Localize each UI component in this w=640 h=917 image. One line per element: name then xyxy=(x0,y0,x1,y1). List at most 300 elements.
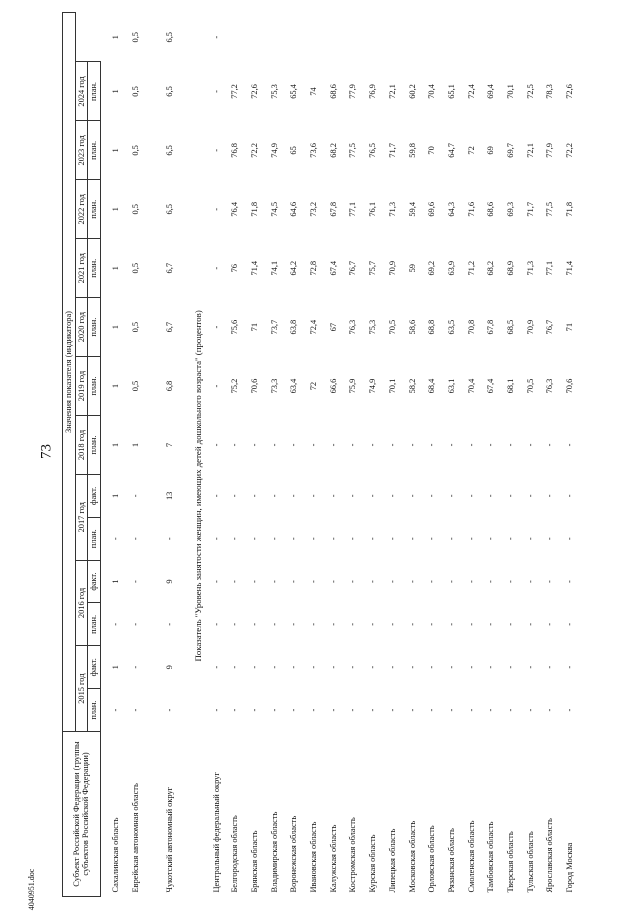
value-cell: 64,3 xyxy=(446,201,456,217)
value-cell: 1 xyxy=(110,89,120,94)
value-cell: - xyxy=(545,708,555,712)
value-cell: - xyxy=(289,494,299,498)
value-cell: - xyxy=(525,494,535,498)
value-cell: - xyxy=(368,623,378,626)
subject-name: Владимирская область xyxy=(269,811,279,893)
value-cell: 63,8 xyxy=(289,319,299,335)
value-cell: - xyxy=(212,148,222,152)
header-fact: факт. xyxy=(88,474,101,517)
spacer-row xyxy=(100,13,111,897)
empty-cell xyxy=(230,13,250,62)
value-cell: 60,2 xyxy=(407,84,417,99)
value-cell: - xyxy=(466,443,476,447)
subject-name: Центральный федеральный округ xyxy=(212,772,222,893)
value-cell: - xyxy=(250,443,260,447)
value-cell: 75,2 xyxy=(230,378,240,394)
value-cell: - xyxy=(269,443,279,447)
value-cell: - xyxy=(545,537,555,541)
value-cell: 63,9 xyxy=(446,260,456,276)
value-cell: - xyxy=(545,580,555,583)
empty-cell xyxy=(545,13,565,62)
value-cell: 72,2 xyxy=(250,143,260,158)
table-row xyxy=(486,13,506,897)
value-cell: 71 xyxy=(565,322,575,332)
value-cell: 6,5 xyxy=(164,32,174,43)
value-cell: - xyxy=(212,207,222,211)
value-cell: - xyxy=(486,665,496,669)
value-cell: 67,4 xyxy=(486,378,496,394)
value-cell: 1 xyxy=(130,442,140,448)
empty-cell xyxy=(289,13,309,62)
value-cell: 76,8 xyxy=(230,143,240,158)
empty-cell xyxy=(270,13,290,62)
value-cell: - xyxy=(466,665,476,669)
value-cell: 59,8 xyxy=(407,143,417,158)
value-cell: 67,8 xyxy=(486,319,496,335)
value-cell: 69,7 xyxy=(505,143,515,158)
table-row xyxy=(165,13,185,897)
footer-code: 4040951.doc xyxy=(27,868,36,911)
subject-name: Тульская область xyxy=(525,831,535,893)
value-cell: 7 xyxy=(164,442,174,448)
value-cell: 75,7 xyxy=(368,260,378,276)
value-cell: 1 xyxy=(110,665,120,670)
subject-name: Московская область xyxy=(407,820,417,893)
table-row xyxy=(212,13,230,897)
table-row xyxy=(408,13,428,897)
value-cell: 1 xyxy=(110,35,120,40)
value-cell: - xyxy=(230,443,240,447)
value-cell: - xyxy=(387,443,397,447)
value-cell: - xyxy=(407,708,417,712)
value-cell: 75,6 xyxy=(230,319,240,335)
value-cell: - xyxy=(309,580,319,583)
value-cell: - xyxy=(289,708,299,712)
value-cell: - xyxy=(164,708,174,712)
value-cell: - xyxy=(212,35,222,39)
value-cell: 72,2 xyxy=(565,143,575,158)
header-plan: план. xyxy=(88,180,101,239)
header-plan: план. xyxy=(88,357,101,416)
value-cell: 63,5 xyxy=(446,319,456,335)
value-cell: 64,6 xyxy=(289,201,299,217)
value-cell: - xyxy=(309,665,319,669)
value-cell: - xyxy=(289,580,299,583)
value-cell: - xyxy=(427,580,437,583)
table-row xyxy=(131,13,165,897)
value-cell: 70,6 xyxy=(250,378,260,394)
header-year: 2021 год xyxy=(75,239,88,298)
value-cell: 70 xyxy=(427,146,437,155)
header-plan: план. xyxy=(88,298,101,357)
value-cell: - xyxy=(368,708,378,712)
subject-name: Липецкая область xyxy=(387,828,397,893)
value-cell: - xyxy=(250,623,260,626)
value-cell: - xyxy=(309,623,319,626)
empty-cell xyxy=(250,13,270,62)
header-year: 2015 год xyxy=(75,646,88,732)
value-cell: 0,5 xyxy=(130,32,140,43)
value-cell: 69,6 xyxy=(427,201,437,217)
value-cell: - xyxy=(289,443,299,447)
value-cell: - xyxy=(387,623,397,626)
value-cell: - xyxy=(348,494,358,498)
value-cell: 76,7 xyxy=(545,319,555,335)
value-cell: - xyxy=(328,708,338,712)
value-cell: - xyxy=(565,443,575,447)
empty-cell xyxy=(309,13,329,62)
value-cell: - xyxy=(565,494,575,498)
subject-name: Чукотский автономный округ xyxy=(164,786,174,893)
value-cell: - xyxy=(212,708,222,712)
value-cell: - xyxy=(407,580,417,583)
value-cell: 74,9 xyxy=(269,143,279,158)
value-cell: - xyxy=(368,494,378,498)
header-year: 2019 год xyxy=(75,357,88,416)
value-cell: - xyxy=(130,665,140,669)
value-cell: 6,8 xyxy=(164,380,174,392)
value-cell: 0,5 xyxy=(130,321,140,333)
value-cell: 74,9 xyxy=(368,378,378,394)
value-cell: - xyxy=(427,708,437,712)
value-cell: - xyxy=(110,623,120,626)
table-row xyxy=(289,13,309,897)
value-cell: - xyxy=(407,623,417,626)
page-number: 73 xyxy=(38,444,55,459)
rotated-page xyxy=(62,12,622,897)
value-cell: - xyxy=(446,665,456,669)
value-cell: 70,5 xyxy=(525,378,535,394)
empty-cell xyxy=(388,13,408,62)
value-cell: - xyxy=(387,665,397,669)
value-cell: 1 xyxy=(110,493,120,498)
value-cell: - xyxy=(309,537,319,541)
value-cell: 76,5 xyxy=(368,143,378,158)
value-cell: 71,4 xyxy=(250,260,260,276)
subject-name: Белгородская область xyxy=(230,815,240,893)
value-cell: 70,5 xyxy=(387,319,397,335)
value-cell: 9 xyxy=(164,665,174,670)
value-cell: 77,9 xyxy=(348,84,358,99)
subject-name: Орловская область xyxy=(427,825,437,893)
value-cell: - xyxy=(328,623,338,626)
value-cell: 6,5 xyxy=(164,204,174,215)
value-cell: - xyxy=(348,443,358,447)
spacer-cell xyxy=(100,13,111,897)
value-cell: 74,5 xyxy=(269,201,279,217)
value-cell: 68,2 xyxy=(328,143,338,158)
value-cell: - xyxy=(368,665,378,669)
value-cell: 72,4 xyxy=(466,84,476,99)
value-cell: 70,4 xyxy=(427,84,437,99)
value-cell: - xyxy=(212,266,222,270)
value-cell: 58,6 xyxy=(407,319,417,335)
value-cell: - xyxy=(230,708,240,712)
value-cell: - xyxy=(212,325,222,329)
value-cell: 71 xyxy=(250,322,260,332)
table-row xyxy=(526,13,546,897)
value-cell: - xyxy=(427,537,437,541)
value-cell: - xyxy=(565,708,575,712)
header-fact: факт. xyxy=(88,560,101,603)
table-row xyxy=(427,13,447,897)
value-cell: - xyxy=(525,443,535,447)
value-cell: 74,1 xyxy=(269,260,279,276)
value-cell: - xyxy=(230,623,240,626)
value-cell: 70,1 xyxy=(505,84,515,99)
value-cell: - xyxy=(407,443,417,447)
value-cell: 74 xyxy=(309,87,319,96)
value-cell: - xyxy=(565,623,575,626)
value-cell: 69,3 xyxy=(505,201,515,217)
value-cell: 71,3 xyxy=(387,201,397,217)
section-row xyxy=(184,13,212,897)
value-cell: 73,6 xyxy=(309,143,319,158)
value-cell: 6,5 xyxy=(164,86,174,97)
subject-name: Ивановская область xyxy=(309,821,319,893)
subject-name: Тверская область xyxy=(505,831,515,893)
table-row xyxy=(447,13,467,897)
value-cell: 75,3 xyxy=(368,319,378,335)
value-cell: 77,5 xyxy=(545,201,555,217)
value-cell: 1 xyxy=(110,579,120,584)
value-cell: - xyxy=(368,537,378,541)
value-cell: 0,5 xyxy=(130,262,140,274)
value-cell: 72,4 xyxy=(309,319,319,335)
table-row xyxy=(309,13,329,897)
value-cell: - xyxy=(486,494,496,498)
value-cell: - xyxy=(230,537,240,541)
value-cell: 6,5 xyxy=(164,145,174,156)
value-cell: 1 xyxy=(110,148,120,153)
value-cell: - xyxy=(446,494,456,498)
subject-name: Смоленская область xyxy=(466,820,476,893)
value-cell: - xyxy=(164,537,174,541)
value-cell: 72 xyxy=(309,381,319,391)
header-year: 2018 год xyxy=(75,416,88,475)
value-cell: 72,5 xyxy=(525,84,535,99)
value-cell: 77,2 xyxy=(230,84,240,99)
header-plan: план. xyxy=(88,603,101,646)
value-cell: - xyxy=(368,580,378,583)
empty-cell xyxy=(486,13,506,62)
value-cell: 72,1 xyxy=(525,143,535,158)
subject-name: Воронежская область xyxy=(289,815,299,893)
value-cell: - xyxy=(446,623,456,626)
table-row xyxy=(329,13,349,897)
value-cell: - xyxy=(348,623,358,626)
value-cell: 6,7 xyxy=(164,321,174,333)
value-cell: 64,7 xyxy=(446,143,456,158)
value-cell: 73,7 xyxy=(269,319,279,335)
value-cell: - xyxy=(446,708,456,712)
value-cell: 69,4 xyxy=(486,84,496,99)
value-cell: 77,1 xyxy=(348,201,358,217)
value-cell: - xyxy=(565,537,575,541)
table-row xyxy=(348,13,368,897)
value-cell: - xyxy=(486,580,496,583)
value-cell: - xyxy=(505,623,515,626)
value-cell: - xyxy=(427,494,437,498)
value-cell: - xyxy=(565,665,575,669)
table-header xyxy=(63,13,101,897)
table-row xyxy=(388,13,408,897)
subject-name: Костромская область xyxy=(348,817,358,893)
value-cell: - xyxy=(545,623,555,626)
value-cell: - xyxy=(427,665,437,669)
value-cell: - xyxy=(130,623,140,626)
header-year: 2017 год xyxy=(75,474,88,560)
table-row xyxy=(467,13,487,897)
value-cell: 71,3 xyxy=(525,260,535,276)
value-cell: 68,6 xyxy=(328,84,338,99)
header-plan: план. xyxy=(88,517,101,560)
empty-cell xyxy=(526,13,546,62)
subject-name: Курская область xyxy=(368,834,378,893)
value-cell: - xyxy=(446,443,456,447)
value-cell: 76 xyxy=(230,264,240,273)
value-cell: - xyxy=(328,443,338,447)
value-cell: - xyxy=(289,665,299,669)
header-plan: план. xyxy=(88,689,101,732)
value-cell: - xyxy=(505,494,515,498)
value-cell: 76,3 xyxy=(348,319,358,335)
table-body xyxy=(100,13,584,897)
subject-name: Калужская область xyxy=(328,824,338,893)
value-cell: - xyxy=(427,623,437,626)
value-cell: - xyxy=(486,443,496,447)
value-cell: - xyxy=(387,537,397,541)
value-cell: 71,7 xyxy=(525,201,535,217)
header-year: 2022 год xyxy=(75,180,88,239)
table-row xyxy=(250,13,270,897)
value-cell: 72,1 xyxy=(387,84,397,99)
value-cell: - xyxy=(387,494,397,498)
value-cell: 71,2 xyxy=(466,260,476,276)
value-cell: - xyxy=(348,708,358,712)
empty-cell xyxy=(368,13,388,62)
value-cell: - xyxy=(505,708,515,712)
empty-cell xyxy=(565,13,585,62)
value-cell: - xyxy=(348,665,358,669)
value-cell: - xyxy=(212,494,222,498)
value-cell: 76,3 xyxy=(545,378,555,394)
value-cell: - xyxy=(368,443,378,447)
value-cell: - xyxy=(565,580,575,583)
value-cell: - xyxy=(309,443,319,447)
value-cell: - xyxy=(525,708,535,712)
value-cell: - xyxy=(164,623,174,626)
header-subject: Субъект Российской Федерации (группы субъектов Российской Федерации) xyxy=(63,732,101,897)
empty-cell xyxy=(329,13,349,62)
value-cell: - xyxy=(289,623,299,626)
value-cell: - xyxy=(545,494,555,498)
value-cell: 1 xyxy=(110,325,120,330)
value-cell: 77,9 xyxy=(545,143,555,158)
value-cell: - xyxy=(545,665,555,669)
value-cell: 78,3 xyxy=(545,84,555,99)
value-cell: 58,2 xyxy=(407,378,417,394)
value-cell: 68,1 xyxy=(505,378,515,394)
value-cell: 0,5 xyxy=(130,145,140,156)
value-cell: 65,4 xyxy=(289,84,299,99)
value-cell: - xyxy=(230,665,240,669)
table-row xyxy=(368,13,388,897)
value-cell: 72,8 xyxy=(309,260,319,276)
value-cell: - xyxy=(387,580,397,583)
value-cell: - xyxy=(387,708,397,712)
value-cell: - xyxy=(250,537,260,541)
value-cell: - xyxy=(250,708,260,712)
value-cell: - xyxy=(130,708,140,712)
value-cell: 59 xyxy=(407,264,417,273)
value-cell: - xyxy=(212,443,222,447)
header-plan: план. xyxy=(88,239,101,298)
value-cell: - xyxy=(230,580,240,583)
value-cell: 67,8 xyxy=(328,201,338,217)
value-cell: 71,8 xyxy=(250,201,260,217)
value-cell: 67,4 xyxy=(328,260,338,276)
value-cell: - xyxy=(466,537,476,541)
value-cell: - xyxy=(269,708,279,712)
value-cell: - xyxy=(269,665,279,669)
value-cell: 77,5 xyxy=(348,143,358,158)
value-cell: 0,5 xyxy=(130,204,140,215)
value-cell: - xyxy=(525,537,535,541)
value-cell: - xyxy=(212,623,222,626)
value-cell: - xyxy=(269,494,279,498)
table-row xyxy=(565,13,585,897)
value-cell: 75,3 xyxy=(269,84,279,99)
value-cell: - xyxy=(269,580,279,583)
empty-cell xyxy=(348,13,368,62)
header-plan: план. xyxy=(88,62,101,121)
subject-name: Еврейская автономная область xyxy=(130,783,140,893)
value-cell: - xyxy=(446,580,456,583)
value-cell: 75,9 xyxy=(348,378,358,394)
value-cell: - xyxy=(212,665,222,669)
value-cell: 68,9 xyxy=(505,260,515,276)
value-cell: - xyxy=(269,537,279,541)
subject-name: Город Москва xyxy=(565,842,575,893)
value-cell: 72,6 xyxy=(565,84,575,99)
value-cell: 76,4 xyxy=(230,201,240,217)
indicator-table xyxy=(62,12,585,897)
header-year: 2016 год xyxy=(75,560,88,646)
value-cell: 68,5 xyxy=(505,319,515,335)
value-cell: - xyxy=(269,623,279,626)
value-cell: - xyxy=(466,580,476,583)
value-cell: - xyxy=(328,580,338,583)
value-cell: - xyxy=(212,90,222,93)
value-cell: - xyxy=(446,537,456,541)
table-row xyxy=(270,13,290,897)
value-cell: 59,4 xyxy=(407,201,417,217)
value-cell: 71,4 xyxy=(565,260,575,276)
value-cell: 68,4 xyxy=(427,378,437,394)
table-row xyxy=(506,13,526,897)
value-cell: - xyxy=(130,537,140,541)
value-cell: - xyxy=(110,708,120,712)
value-cell: 65,1 xyxy=(446,84,456,99)
table-row xyxy=(230,13,250,897)
value-cell: - xyxy=(505,665,515,669)
value-cell: - xyxy=(407,665,417,669)
subject-name: Тамбовская область xyxy=(486,821,496,893)
value-cell: 76,1 xyxy=(368,201,378,217)
value-cell: 0,5 xyxy=(130,86,140,97)
empty-cell xyxy=(447,13,467,62)
